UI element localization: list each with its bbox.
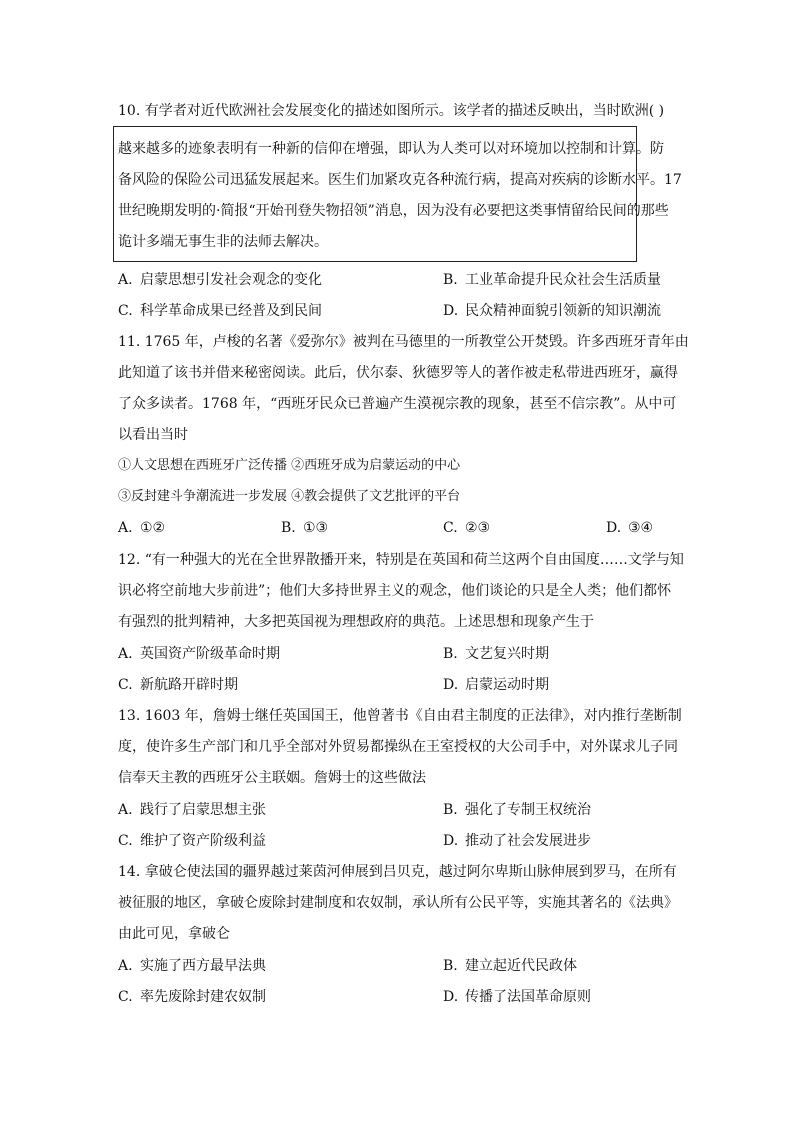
q10-option-a[interactable] xyxy=(118,270,322,290)
option-letter: C. xyxy=(118,833,133,849)
option-letter: C. xyxy=(443,520,458,536)
option-letter: D. xyxy=(443,989,459,1005)
option-letter: B. xyxy=(443,272,458,288)
q10-option-c[interactable] xyxy=(118,301,322,321)
option-letter: C. xyxy=(118,989,133,1005)
q11-option-c[interactable] xyxy=(443,518,490,538)
option-text: 推动了社会发展进步 xyxy=(465,833,591,849)
q12-stem-line: 有强烈的批判精神，大多把英国视为理想政府的典范。上述思想和现象产生于 xyxy=(118,614,594,630)
q11-stem-line: 11. 1765 年，卢梭的名著《爱弥尔》被判在马德里的一所教堂公开焚毁。许多西班牙青年由 xyxy=(118,334,689,350)
q10-stem: 10. 有学者对近代欧洲社会发展变化的描述如图所示。该学者的描述反映出，当时欧洲( ) xyxy=(118,103,665,119)
q12-option-c[interactable] xyxy=(118,675,238,695)
option-letter: B. xyxy=(281,520,296,536)
option-letter: D. xyxy=(443,303,459,319)
q14-stem-line: 14. 拿破仑使法国的疆界越过莱茵河伸展到吕贝克，越过阿尔卑斯山脉伸展到罗马，在所有 xyxy=(118,864,677,880)
option-text: 启蒙思想引发社会观念的变化 xyxy=(140,272,322,288)
q14-stem-line: 被征服的地区，拿破仑废除封建制度和农奴制，承认所有公民平等，实施其著名的《法典》 xyxy=(118,895,678,911)
q12-stem-line: 12. “有一种强大的光在全世界散播开来，特别是在英国和荷兰这两个自由国度……文学与知 xyxy=(118,552,684,568)
option-text: 工业革命提升民众社会生活质量 xyxy=(465,272,661,288)
option-text: 传播了法国革命原则 xyxy=(465,989,591,1005)
option-letter: A. xyxy=(118,520,133,536)
option-text: 维护了资产阶级利益 xyxy=(140,833,266,849)
option-letter: A. xyxy=(118,646,133,662)
option-letter: A. xyxy=(118,958,133,974)
q11-option-a[interactable] xyxy=(118,518,165,538)
q14-option-d[interactable] xyxy=(443,987,591,1007)
q13-option-d[interactable] xyxy=(443,831,591,851)
option-text: 文艺复兴时期 xyxy=(465,646,549,662)
option-text: 启蒙运动时期 xyxy=(465,677,549,693)
q13-option-b[interactable] xyxy=(443,800,591,820)
option-text: 实施了西方最早法典 xyxy=(140,958,266,974)
option-text: 新航路开辟时期 xyxy=(140,677,238,693)
q13-stem-line: 13. 1603 年，詹姆士继任英国国王，他曾著书《自由君主制度的正法律》，对内推行垄断制 xyxy=(118,708,682,724)
q11-statements: ①人文思想在西班牙广泛传播 ②西班牙成为启蒙运动的中心 xyxy=(118,458,461,473)
option-text: ②③ xyxy=(465,520,491,536)
option-letter: A. xyxy=(118,802,133,818)
option-letter: B. xyxy=(443,646,458,662)
q14-option-c[interactable] xyxy=(118,987,266,1007)
q10-option-b[interactable] xyxy=(443,270,661,290)
q10-quote-line: 世纪晚期发明的·简报“开始刊登失物招领”消息，因为没有必要把这类事情留给民间的那些 xyxy=(118,203,669,219)
q11-stem-line: 以看出当时 xyxy=(118,427,188,443)
option-text: ①③ xyxy=(303,520,329,536)
option-text: 建立起近代民政体 xyxy=(465,958,577,974)
q12-option-a[interactable] xyxy=(118,644,280,664)
q11-option-b[interactable] xyxy=(281,518,328,538)
option-text: 率先废除封建农奴制 xyxy=(140,989,266,1005)
option-letter: D. xyxy=(443,677,459,693)
q11-option-d[interactable] xyxy=(606,518,653,538)
option-text: ①② xyxy=(140,520,166,536)
option-letter: C. xyxy=(118,677,133,693)
option-text: 强化了专制王权统治 xyxy=(465,802,591,818)
q14-stem-line: 由此可见，拿破仑 xyxy=(118,926,230,942)
q12-option-b[interactable] xyxy=(443,644,549,664)
q12-stem-line: 识必将空前地大步前进”；他们大多持世界主义的观念，他们谈论的只是全人类；他们都怀 xyxy=(118,583,672,599)
option-text: 践行了启蒙思想主张 xyxy=(140,802,266,818)
q10-quote-line: 备风险的保险公司迅猛发展起来。医生们加紧攻克各种流行病，提高对疾病的诊断水平。17 xyxy=(118,172,682,188)
q11-stem-line: 了众多读者。1768 年，“西班牙民众已普遍产生漠视宗教的现象，甚至不信宗教”。从中可 xyxy=(118,396,677,412)
option-text: 英国资产阶级革命时期 xyxy=(140,646,280,662)
q11-stem-line: 此知道了该书并借来秘密阅读。此后，伏尔泰、狄德罗等人的著作被走私带进西班牙，赢得 xyxy=(118,365,678,381)
q11-statements: ③反封建斗争潮流进一步发展 ④教会提供了文艺批评的平台 xyxy=(118,489,461,504)
option-letter: B. xyxy=(443,958,458,974)
option-text: ③④ xyxy=(628,520,654,536)
q14-option-a[interactable] xyxy=(118,956,266,976)
q12-option-d[interactable] xyxy=(443,675,549,695)
q14-option-b[interactable] xyxy=(443,956,577,976)
option-text: 民众精神面貌引领新的知识潮流 xyxy=(465,303,661,319)
option-letter: B. xyxy=(443,802,458,818)
q10-quote-line: 越来越多的迹象表明有一种新的信仰在增强，即认为人类可以对环境加以控制和计算。防 xyxy=(118,141,664,157)
option-letter: D. xyxy=(606,520,622,536)
option-letter: A. xyxy=(118,272,133,288)
option-letter: C. xyxy=(118,303,133,319)
q13-stem-line: 信奉天主教的西班牙公主联姻。詹姆士的这些做法 xyxy=(118,770,426,786)
option-text: 科学革命成果已经普及到民间 xyxy=(140,303,322,319)
q10-quote-line: 诡计多端无事生非的法师去解决。 xyxy=(118,234,328,250)
q13-option-c[interactable] xyxy=(118,831,266,851)
option-letter: D. xyxy=(443,833,459,849)
q13-option-a[interactable] xyxy=(118,800,266,820)
q10-option-d[interactable] xyxy=(443,301,661,321)
q13-stem-line: 度，使许多生产部门和几乎全部对外贸易都操纵在王室授权的大公司手中，对外谋求儿子同 xyxy=(118,739,678,755)
